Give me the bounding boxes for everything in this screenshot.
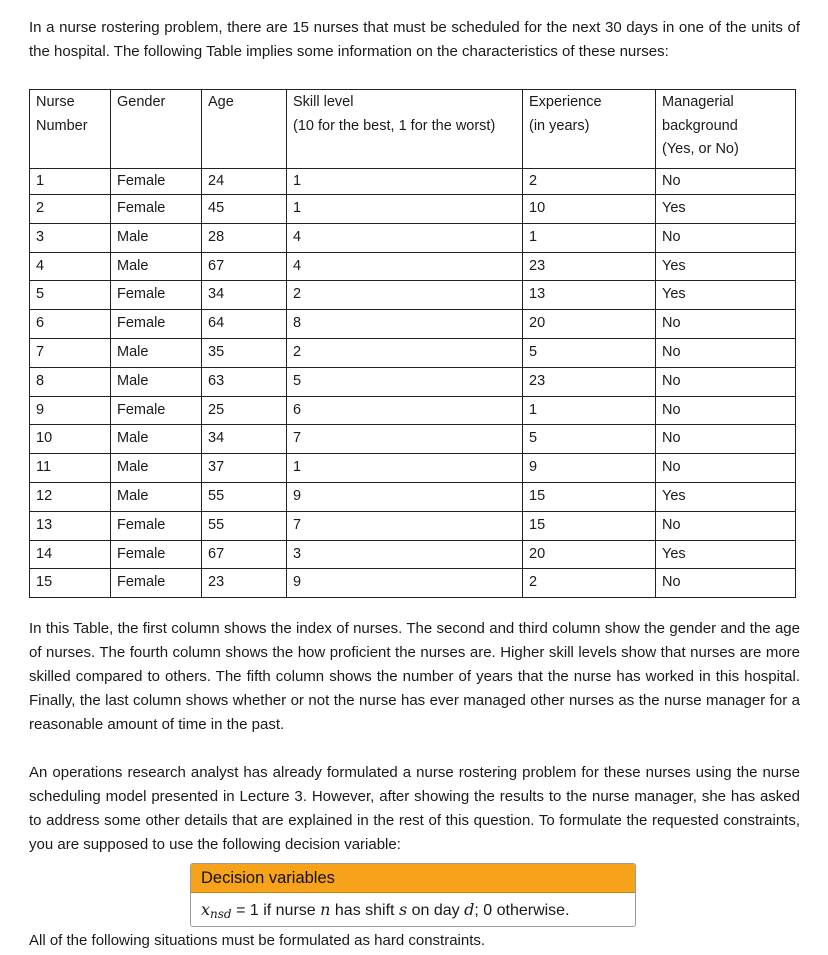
table-cell: Female (111, 310, 202, 339)
var-x: x (201, 900, 211, 919)
column-header-line: Age (208, 94, 234, 110)
table-cell: 64 (202, 310, 287, 339)
column-header-line: Gender (117, 94, 166, 110)
table-cell: No (656, 396, 796, 425)
table-cell: 23 (523, 252, 656, 281)
on-text: on day (411, 902, 460, 919)
table-cell: 7 (30, 338, 111, 367)
column-header (656, 90, 796, 169)
table-body (30, 169, 796, 598)
table-cell: 9 (30, 396, 111, 425)
table-cell: 5 (523, 425, 656, 454)
column-header-line: (in years) (529, 117, 590, 134)
table-cell: 8 (287, 310, 523, 339)
column-header (30, 90, 111, 169)
table-row (30, 454, 796, 483)
table-cell: Male (111, 425, 202, 454)
table-cell: 15 (523, 511, 656, 540)
decision-variable-intro-paragraph: An operations research analyst has already formulated a nurse rostering problem for these nurses using the nurse scheduling model presented in Lecture 3. However, after showing the results to the nurse manager, she has asked to address some other details that are explained in the rest of this question. To formulate the requested constraints, you are supposed to use the following decision variable: (29, 764, 800, 853)
table-cell: 10 (523, 195, 656, 224)
table-cell: Female (111, 169, 202, 195)
table-cell: 9 (287, 482, 523, 511)
table-cell: 55 (202, 511, 287, 540)
table-cell: 4 (287, 223, 523, 252)
decision-variable-definition (191, 893, 635, 926)
table-cell: Male (111, 454, 202, 483)
table-cell: Female (111, 569, 202, 598)
var-n: n (320, 900, 331, 919)
table-cell: 23 (523, 367, 656, 396)
table-cell: No (656, 310, 796, 339)
table-cell: 2 (287, 338, 523, 367)
table-cell: No (656, 169, 796, 195)
table-cell: Male (111, 252, 202, 281)
table-cell: Female (111, 195, 202, 224)
table-row (30, 540, 796, 569)
table-explanation-paragraph: In this Table, the first column shows the index of nurses. The second and third column show the gender and the age of nurses. The fourth column shows the how proficient the nurses are. Higher skill levels show that nurses are more skilled compared to others. The fifth column shows the number of years that the nurse has worked in this hospital. Finally, the last column shows whether or not the nurse has ever managed other nurses as the nurse manager for a reasonable amount of time in the past. (29, 620, 800, 733)
table-row (30, 511, 796, 540)
table-cell: 1 (287, 454, 523, 483)
table-cell: 34 (202, 425, 287, 454)
table-cell: 4 (30, 252, 111, 281)
table-cell: 67 (202, 252, 287, 281)
table-cell: 28 (202, 223, 287, 252)
table-cell: 15 (30, 569, 111, 598)
table-cell: 55 (202, 482, 287, 511)
table-cell: 45 (202, 195, 287, 224)
table-cell: No (656, 338, 796, 367)
intro-paragraph: In a nurse rostering problem, there are 15 nurses that must be scheduled for the next 30 days in one of the units of the hospital. The following Table implies some information on the characteristics of these nurses: (29, 19, 800, 60)
table-row (30, 195, 796, 224)
column-header-line: background (662, 117, 738, 134)
table-cell: 1 (287, 169, 523, 195)
tail-text: ; 0 otherwise. (474, 902, 570, 919)
table-cell: 63 (202, 367, 287, 396)
table-cell: 24 (202, 169, 287, 195)
table-cell: Female (111, 396, 202, 425)
column-header-line: Skill level (293, 94, 354, 110)
table-cell: 34 (202, 281, 287, 310)
var-sub: nsd (210, 907, 232, 921)
table-cell: 37 (202, 454, 287, 483)
table-cell: 25 (202, 396, 287, 425)
column-header-line: Managerial (662, 94, 734, 110)
decision-variables-header: Decision variables (191, 864, 635, 893)
column-header (202, 90, 287, 169)
table-row (30, 223, 796, 252)
table-cell: 9 (287, 569, 523, 598)
table-cell: 5 (523, 338, 656, 367)
table-cell: 4 (287, 252, 523, 281)
table-cell: Male (111, 367, 202, 396)
eq-text: = 1 if nurse (236, 902, 316, 919)
table-cell: 6 (30, 310, 111, 339)
table-row (30, 252, 796, 281)
table-cell: 11 (30, 454, 111, 483)
column-header-line: (Yes, or No) (662, 141, 739, 157)
final-note: All of the following situations must be formulated as hard constraints. (29, 932, 486, 949)
table-cell: No (656, 425, 796, 454)
table-cell: Yes (656, 482, 796, 511)
table-cell: 10 (30, 425, 111, 454)
table-cell: Female (111, 281, 202, 310)
table-cell: 1 (523, 396, 656, 425)
table-row (30, 281, 796, 310)
table-cell: Female (111, 540, 202, 569)
table-row (30, 396, 796, 425)
table-header (30, 90, 796, 169)
table-cell: 2 (523, 169, 656, 195)
table-cell: 5 (30, 281, 111, 310)
table-cell: 9 (523, 454, 656, 483)
table-cell: No (656, 454, 796, 483)
table-cell: 23 (202, 569, 287, 598)
table-row (30, 425, 796, 454)
decision-variables-box (190, 863, 636, 927)
table-cell: No (656, 569, 796, 598)
table-cell: Female (111, 511, 202, 540)
table-cell: 14 (30, 540, 111, 569)
table-cell: No (656, 367, 796, 396)
table-cell: 2 (523, 569, 656, 598)
column-header (287, 90, 523, 169)
table-cell: 1 (30, 169, 111, 195)
var-d: d (464, 900, 475, 919)
table-cell: Male (111, 223, 202, 252)
column-header-line: Number (36, 117, 88, 134)
table-cell: Yes (656, 195, 796, 224)
table-cell: Male (111, 338, 202, 367)
table-cell: 1 (287, 195, 523, 224)
table-cell: 67 (202, 540, 287, 569)
table-cell: Male (111, 482, 202, 511)
table-cell: 3 (287, 540, 523, 569)
table-cell: 15 (523, 482, 656, 511)
table-row (30, 482, 796, 511)
table-cell: Yes (656, 281, 796, 310)
table-cell: Yes (656, 252, 796, 281)
table-cell: 20 (523, 540, 656, 569)
table-cell: 12 (30, 482, 111, 511)
table-row (30, 310, 796, 339)
table-cell: 20 (523, 310, 656, 339)
table-cell: 5 (287, 367, 523, 396)
column-header (111, 90, 202, 169)
table-row (30, 367, 796, 396)
table-cell: Yes (656, 540, 796, 569)
table-cell: 7 (287, 511, 523, 540)
var-s: s (398, 900, 408, 919)
table-cell: 35 (202, 338, 287, 367)
table-cell: 8 (30, 367, 111, 396)
column-header (523, 90, 656, 169)
table-cell: No (656, 223, 796, 252)
table-cell: 13 (30, 511, 111, 540)
table-cell: 2 (30, 195, 111, 224)
table-cell: No (656, 511, 796, 540)
column-header-line: Experience (529, 94, 602, 110)
nurse-table (29, 89, 796, 598)
mid-text: has shift (334, 902, 395, 919)
column-header-line: Nurse (36, 94, 75, 110)
table-cell: 7 (287, 425, 523, 454)
table-cell: 3 (30, 223, 111, 252)
table-row (30, 569, 796, 598)
table-row (30, 338, 796, 367)
column-header-line: (10 for the best, 1 for the worst) (293, 117, 496, 134)
table-cell: 13 (523, 281, 656, 310)
table-row (30, 169, 796, 195)
table-cell: 6 (287, 396, 523, 425)
table-cell: 1 (523, 223, 656, 252)
table-cell: 2 (287, 281, 523, 310)
